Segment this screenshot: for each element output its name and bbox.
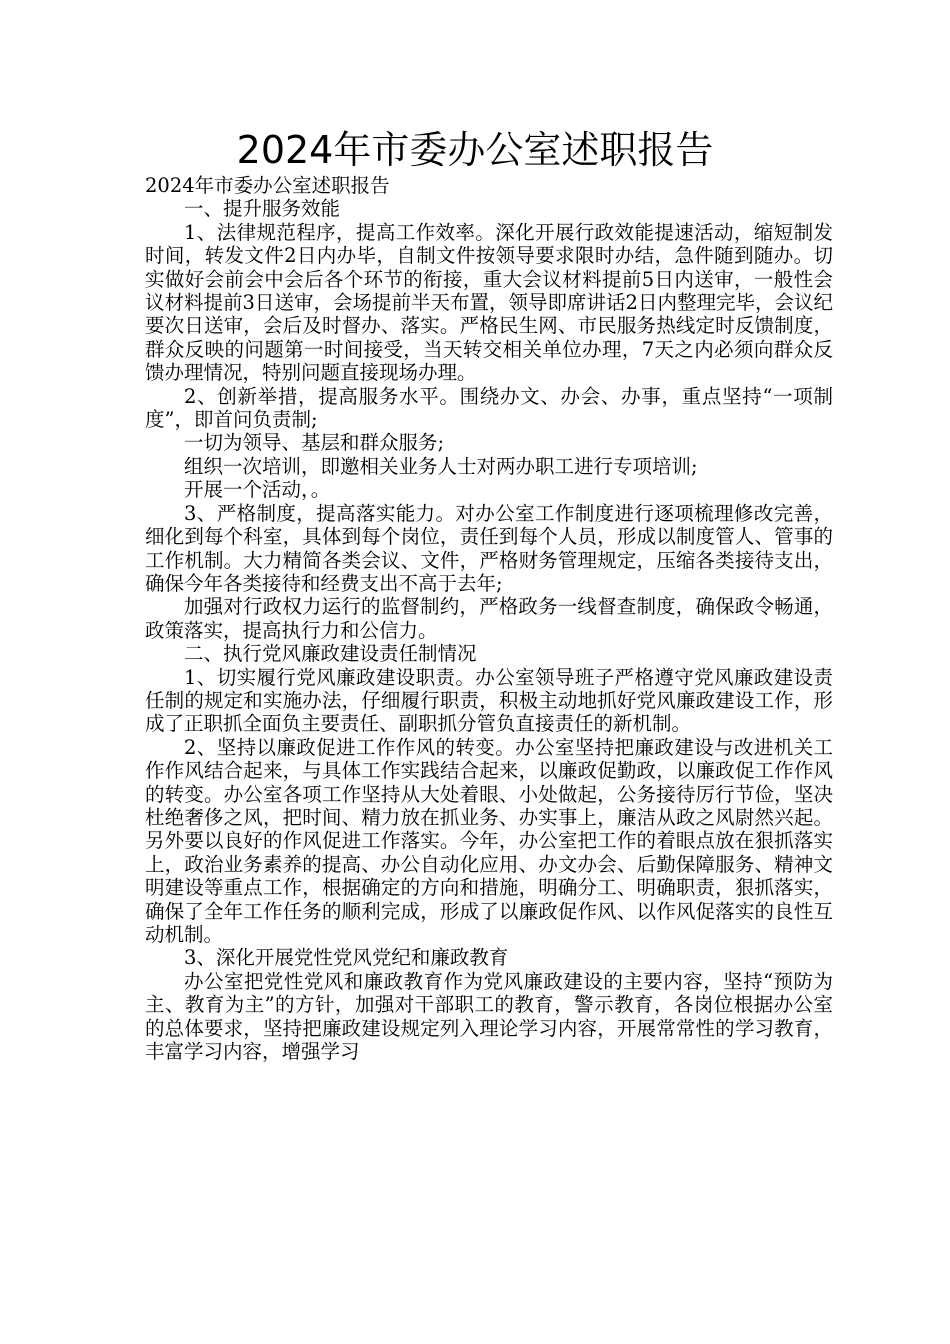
paragraph: 二、执行党风廉政建设责任制情况	[184, 642, 477, 666]
document-title: 2024年市委办公室述职报告	[236, 128, 714, 172]
paragraph: 组织一次培训，即邀相关业务人士对两办职工进行专项培训;	[184, 454, 698, 478]
paragraph: 1、法律规范程序，提高工作效率。深化开展行政效能提速活动，缩短制发时间，转发文件2日内办毕，自制文件按领导要求限时办结，急件随到随办。切实做好会前会中会后各个环节的衔接，重大会议材料提前5日内送审，一般性会议材料提前3日送审，会场提前半天布置，领导即席讲话2日内整理完毕，会议纪要次日送审，会后及时督办、落实。严格民生网、市民服务热线定时反馈制度，群众反映的问题第一时间接受，当天转交相关单位办理，7天之内必须向群众反馈办理情况，特别问题直接现场办理。	[145, 220, 833, 385]
paragraph: 办公室把党性党风和廉政教育作为党风廉政建设的主要内容，坚持“预防为主、教育为主”的方针，加强对干部职工的教育，警示教育，各岗位根据办公室的总体要求，坚持把廉政建设规定列入理论学习内容，开展常常性的学习教育，丰富学习内容，增强学习	[145, 969, 833, 1064]
paragraph: 3、深化开展党性党风党纪和廉政教育	[184, 946, 509, 970]
paragraph: 加强对行政权力运行的监督制约，严格政务一线督查制度，确保政令畅通，政策落实，提高执行力和公信力。	[145, 595, 833, 642]
paragraph: 1、切实履行党风廉政建设职责。办公室领导班子严格遵守党风廉政建设责任制的规定和实施办法，仔细履行职责，积极主动地抓好党风廉政建设工作，形成了正职抓全面负主要责任、副职抓分管负直接责任的新机制。	[145, 665, 833, 736]
document-body	[145, 174, 833, 1063]
paragraph: 3、严格制度，提高落实能力。对办公室工作制度进行逐项梳理修改完善，细化到每个科室，具体到每个岗位，责任到每个人员，形成以制度管人、管事的工作机制。大力精简各类会议、文件，严格财务管理规定，压缩各类接待支出，确保今年各类接待和经费支出不高于去年;	[145, 501, 833, 595]
paragraph: 2、坚持以廉政促进工作作风的转变。办公室坚持把廉政建设与改进机关工作作风结合起来，与具体工作实践结合起来，以廉政促勤政，以廉政促工作作风的转变。办公室各项工作坚持从大处着眼、小处做起，公务接待厉行节俭，坚决杜绝奢侈之风，把时间、精力放在抓业务、办实事上，廉洁从政之风尉然兴起。另外要以良好的作风促进工作落实。今年，办公室把工作的着眼点放在狠抓落实上，政治业务素养的提高、办公自动化应用、办文办会、后勤保障服务、精神文明建设等重点工作，根据确定的方向和措施，明确分工、明确职责，狠抓落实，确保了全年工作任务的顺利完成，形成了以廉政促作风、以作风促落实的良性互动机制。	[145, 735, 833, 946]
paragraph: 开展一个活动，。	[184, 478, 331, 502]
paragraph: 2024年市委办公室述职报告	[145, 174, 390, 197]
paragraph: 一切为领导、基层和群众服务;	[184, 431, 445, 455]
paragraph: 一、提升服务效能	[184, 197, 341, 221]
paragraph: 2、创新举措，提高服务水平。围绕办文、办会、办事，重点坚持“一项制度”，即首问负责制;	[145, 384, 833, 432]
